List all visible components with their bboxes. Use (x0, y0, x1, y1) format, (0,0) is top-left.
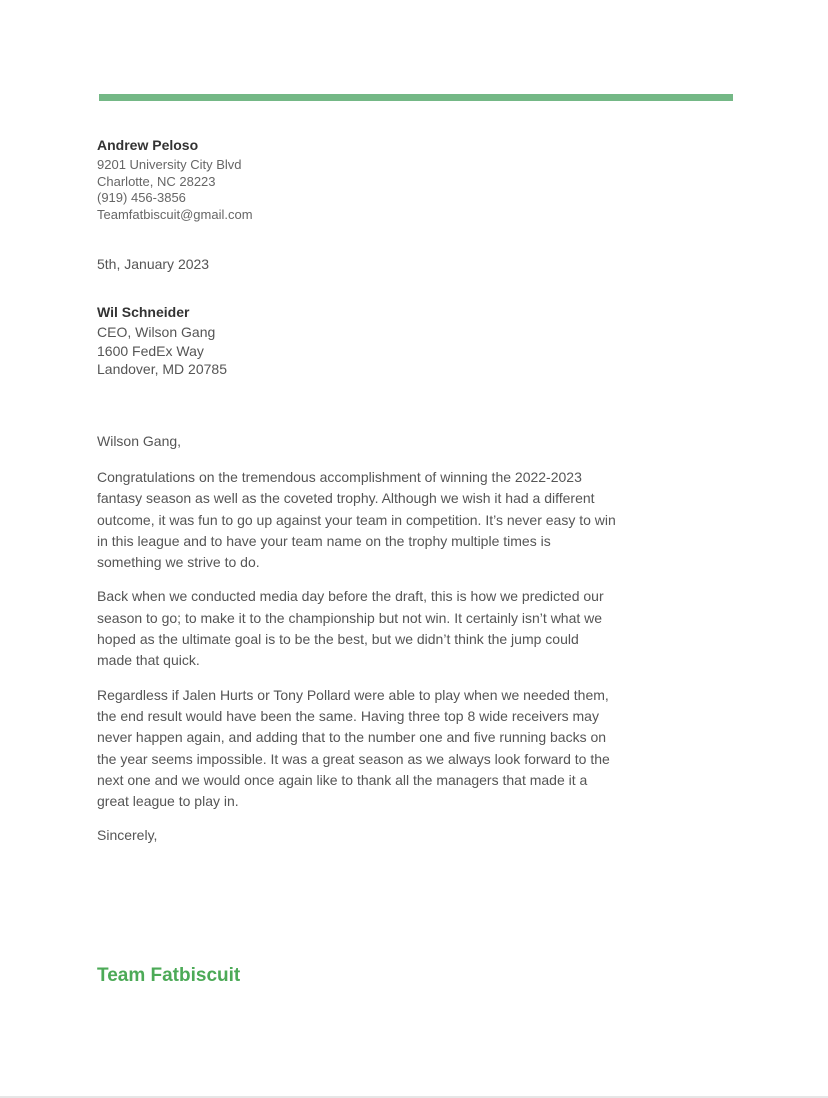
recipient-address-line1: 1600 FedEx Way (97, 342, 204, 359)
sender-phone: (919) 456-3856 (97, 190, 186, 205)
sender-address-line2: Charlotte, NC 28223 (97, 173, 216, 189)
sender-address-line1: 9201 University City Blvd (97, 157, 242, 172)
recipient-address-line2: Landover, MD 20785 (97, 361, 227, 377)
recipient-name: Wil Schneider (97, 304, 190, 320)
body-paragraph-3: Regardless if Jalen Hurts or Tony Pollard were able to play when we needed them, the end result would have been the same. Having three top 8 wide receivers may never happen again, and adding that to the number one and five running backs on the year seems impossible. It was a great season as we always look forward to the next one and we would once again like to thank all the managers that made it a great league to play in. (97, 686, 610, 810)
salutation: Wilson Gang, (97, 433, 182, 449)
sender-name: Andrew Peloso (97, 137, 199, 153)
letter-date: 5th, January 2023 (97, 256, 210, 272)
recipient-address-block (97, 323, 227, 379)
body-paragraph-2: Back when we conducted media day before the draft, this is how we predicted our season to go; to make it to the championship but not win. It certainly isn’t what we hoped as the ultimate goal is to be the best, but we didn’t think the jump could made that quick. (97, 588, 604, 669)
closing: Sincerely, (97, 827, 158, 843)
sender-contact-block (97, 157, 253, 223)
signature: Team Fatbiscuit (97, 965, 241, 986)
body-paragraph-1: Congratulations on the tremendous accomplishment of winning the 2022-2023 fantasy season as well as the coveted trophy. Although we wish it had a different outcome, it was fun to go up against your team in competition. It’s never easy to win in this league and to have your team name on the trophy multiple times is something we strive to do. (97, 469, 616, 571)
recipient-title: CEO, Wilson Gang (97, 324, 216, 340)
header-accent-rule (99, 94, 733, 101)
sender-email: Teamfatbiscuit@gmail.com (97, 206, 253, 222)
letter-body (97, 467, 617, 825)
